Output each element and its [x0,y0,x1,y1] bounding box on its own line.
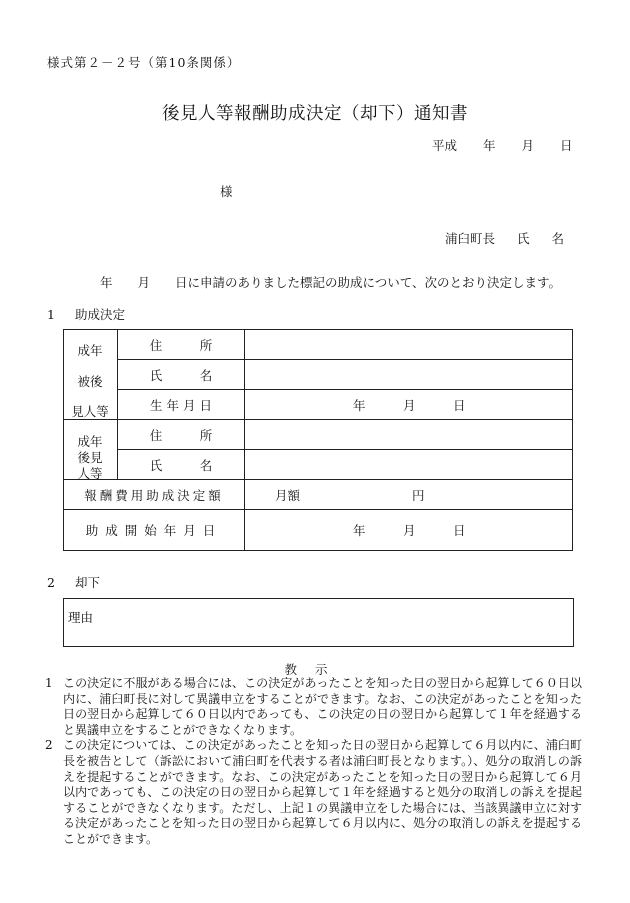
reason-label: 理由 [68,610,94,625]
guardian-address-label: 住 所 [118,420,245,450]
guardian-address-value [245,420,573,450]
guardian-name-value [245,450,573,480]
issuer-given-name: 名 [551,231,565,246]
guardian-group-label-3: 人等 [77,466,103,481]
guardian-name-label: 氏 名 [118,450,245,480]
note-number: 2 [45,738,53,753]
reason-box [63,598,574,647]
section-2-number: 2 [47,575,55,590]
issuer-line [445,229,564,247]
ward-group-label-1: 成年 [77,343,103,358]
era-label: 平成 [432,138,458,153]
note-item [45,738,582,847]
ward-birth-value: 年 月 日 [245,390,573,420]
instruction-heading: 教示 [284,662,346,677]
addressee-suffix: 様 [220,184,233,199]
section-1-number: 1 [47,307,55,322]
yen-label: 円 [412,487,425,503]
intro-text: 年 月 日に申請のありました標記の助成について、次のとおり決定します。 [100,275,562,290]
note-item [45,676,582,738]
issue-date [432,136,573,154]
start-date-label: 助成開始年月日 [64,510,245,551]
ward-name-value [245,360,573,390]
instruction-notes [45,676,582,848]
issuer-surname: 氏 [517,231,530,246]
document-title: 後見人等報酬助成決定（却下）通知書 [162,104,468,124]
start-date-value: 年 月 日 [245,510,573,551]
form-number: 様式第２－２号（第10条関係） [47,55,241,70]
ward-group-label-2: 被後 [77,374,103,389]
fee-amount-value [245,480,573,510]
guardian-group-label-2: 後見 [77,450,103,465]
month-label: 月 [521,138,535,153]
note-text: この決定については、この決定があったことを知った日の翌日から起算して６月以内に、浦臼町長を被告として（訴訟において浦臼町を代表する者は浦臼町長となります。）、処分の取消しの訴えを提起することができます。なお、この決定があったことを知った日の翌日から起算して６月以内であっても、この決定の日の翌日から起算して１年を経過すると処分の取消しの訴えを提起することができなくなります。ただし、上記１の異議申立をした場合には、当該異議申立に対する決定があったことを知った日の翌日から起算して６月以内に、処分の取消しの訴えを提起することができます。 [63,738,582,846]
ward-birth-label: 生 年 月 日 [118,390,245,420]
ward-address-value [245,330,573,360]
section-2-label: 却下 [74,575,100,590]
section-1-label: 助成決定 [74,307,125,322]
monthly-label: 月額 [275,487,301,503]
fee-amount-label: 報酬費用助成決定額 [64,480,245,510]
note-number: 1 [45,676,53,690]
issuer-title: 浦臼町長 [445,231,496,246]
ward-group-label-3: 見人等 [71,404,109,419]
year-label: 年 [483,138,496,153]
section-1-heading [47,305,125,323]
decision-table [63,329,573,551]
day-label: 日 [560,138,573,153]
guardian-group-label-1: 成年 [77,434,103,449]
note-text: この決定に不服がある場合には、この決定があったことを知った日の翌日から起算して６０日以内に、浦臼町長に対して異議申立をすることができます。なお、この決定があったことを知った日の翌日から起算して６０日以内であっても、この決定の日の翌日から起算して１年を経過すると異議申立をすることができなくなります。 [63,676,582,737]
section-2-heading [47,573,100,591]
ward-address-label: 住 所 [118,330,245,360]
ward-name-label: 氏 名 [118,360,245,390]
